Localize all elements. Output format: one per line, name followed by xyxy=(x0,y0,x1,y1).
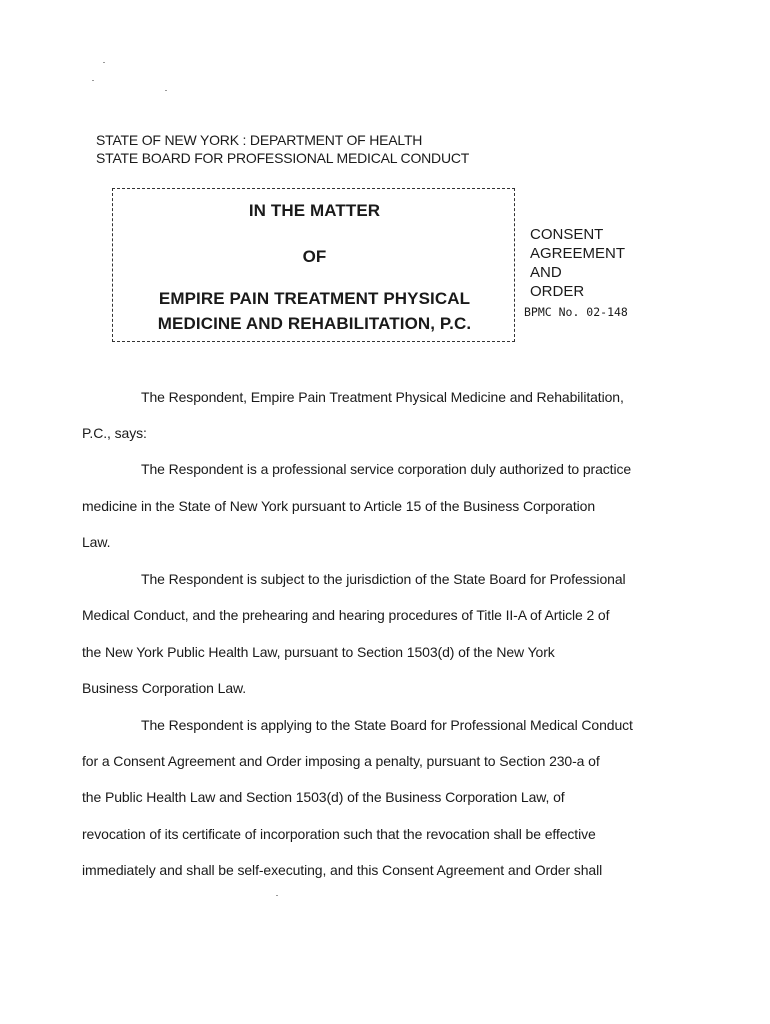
document-type xyxy=(530,225,625,301)
body-line: The Respondent is a professional service corporation duly authorized to practice xyxy=(141,461,632,477)
body-line: for a Consent Agreement and Order imposing a penalty, pursuant to Section 230-a of xyxy=(82,753,600,769)
doc-type-line-3: AND xyxy=(530,264,562,281)
caption-in-the-matter: IN THE MATTER xyxy=(248,201,381,220)
header-line-2: STATE BOARD FOR PROFESSIONAL MEDICAL CONDUCT xyxy=(96,150,470,166)
header-line-1: STATE OF NEW YORK : DEPARTMENT OF HEALTH xyxy=(96,132,423,148)
body-line: the Public Health Law and Section 1503(d) of the Business Corporation Law, of xyxy=(82,789,565,805)
body-line: revocation of its certificate of incorporation such that the revocation shall be effective xyxy=(82,826,596,842)
scan-speck xyxy=(165,90,167,91)
doc-type-line-2: AGREEMENT xyxy=(530,245,626,262)
body-line: The Respondent is applying to the State Board for Professional Medical Conduct xyxy=(141,717,633,733)
case-caption-box xyxy=(112,188,515,342)
body-line: P.C., says: xyxy=(82,425,147,441)
body-line: Law. xyxy=(82,534,111,550)
caption-respondent-line-1: EMPIRE PAIN TREATMENT PHYSICAL xyxy=(158,289,471,308)
scan-speck xyxy=(92,80,94,81)
scan-speck xyxy=(103,62,105,63)
body-line: Medical Conduct, and the prehearing and hearing procedures of Title II-A of Article 2 of xyxy=(82,607,610,623)
scan-speck xyxy=(276,895,278,896)
body-line: immediately and shall be self-executing, and this Consent Agreement and Order shall xyxy=(82,862,603,878)
body-line: The Respondent is subject to the jurisdiction of the State Board for Professional xyxy=(141,571,626,587)
doc-type-line-1: CONSENT xyxy=(530,226,604,243)
body-line: Business Corporation Law. xyxy=(82,680,247,696)
caption-respondent-line-2: MEDICINE AND REHABILITATION, P.C. xyxy=(157,314,472,333)
body-line: the New York Public Health Law, pursuant to Section 1503(d) of the New York xyxy=(82,644,555,660)
body-line: medicine in the State of New York pursuant to Article 15 of the Business Corporation xyxy=(82,498,596,514)
document-header xyxy=(96,131,469,167)
body-line: The Respondent, Empire Pain Treatment Physical Medicine and Rehabilitation, xyxy=(141,389,624,405)
caption-of: OF xyxy=(302,247,327,266)
doc-type-line-4: ORDER xyxy=(530,283,585,300)
bpmc-number: BPMC No. 02-148 xyxy=(524,305,628,319)
